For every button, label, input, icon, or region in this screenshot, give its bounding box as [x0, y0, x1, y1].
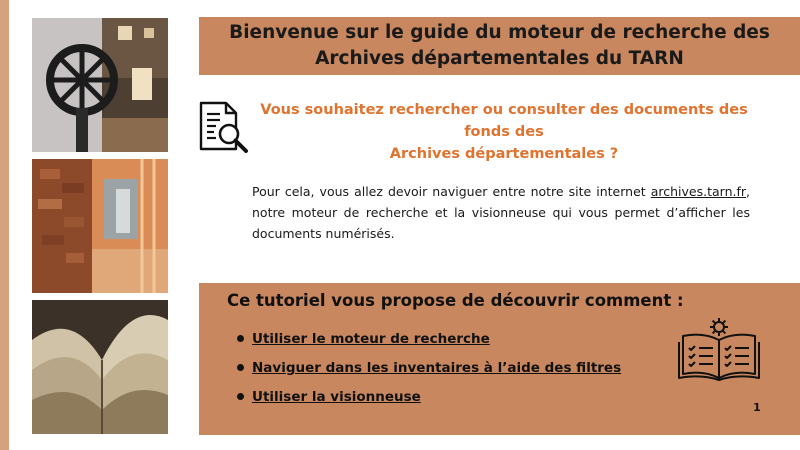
question-line-1: Vous souhaitez rechercher ou consulter des documents des fonds des — [260, 102, 748, 140]
paragraph-text-before: Pour cela, vous allez devoir naviguer entre notre site internet — [252, 184, 651, 199]
tutorial-link-inventories[interactable]: Naviguer dans les inventaires à l’aide des filtres — [252, 360, 622, 376]
title-banner — [199, 17, 800, 75]
tutorial-link-viewer[interactable]: Utiliser la visionneuse — [252, 389, 421, 405]
tutorial-panel — [199, 283, 800, 435]
photo-old-book — [32, 300, 168, 434]
left-accent-stripe — [0, 0, 9, 450]
bullet-icon — [237, 364, 244, 371]
intro-paragraph — [252, 181, 750, 244]
document-search-icon — [198, 100, 250, 154]
tutorial-list — [233, 326, 621, 413]
photo-film-reel — [32, 18, 168, 152]
tutorial-list-item — [233, 384, 621, 413]
photo-brick-corridor — [32, 159, 168, 293]
title-line-1: Bienvenue sur le guide du moteur de recherche des — [229, 22, 770, 43]
tutorial-heading: Ce tutoriel vous propose de découvrir comment : — [227, 291, 684, 310]
tutorial-list-item — [233, 355, 621, 384]
page-number: 1 — [753, 401, 761, 414]
tutorial-list-item — [233, 326, 621, 355]
tutorial-link-search-engine[interactable]: Utiliser le moteur de recherche — [252, 331, 490, 347]
paragraph-text-after: , notre moteur de recherche et la visionneuse qui vous permet d’afficher les documents numérisés. — [252, 184, 750, 241]
question-line-2: Archives départementales ? — [389, 146, 619, 162]
intro-question — [252, 99, 756, 165]
archives-website-link[interactable]: archives.tarn.fr — [650, 184, 747, 199]
title-line-2: Archives départementales du TARN — [315, 48, 684, 69]
open-book-gear-icon — [677, 316, 761, 382]
bullet-icon — [237, 335, 244, 342]
bullet-icon — [237, 393, 244, 400]
